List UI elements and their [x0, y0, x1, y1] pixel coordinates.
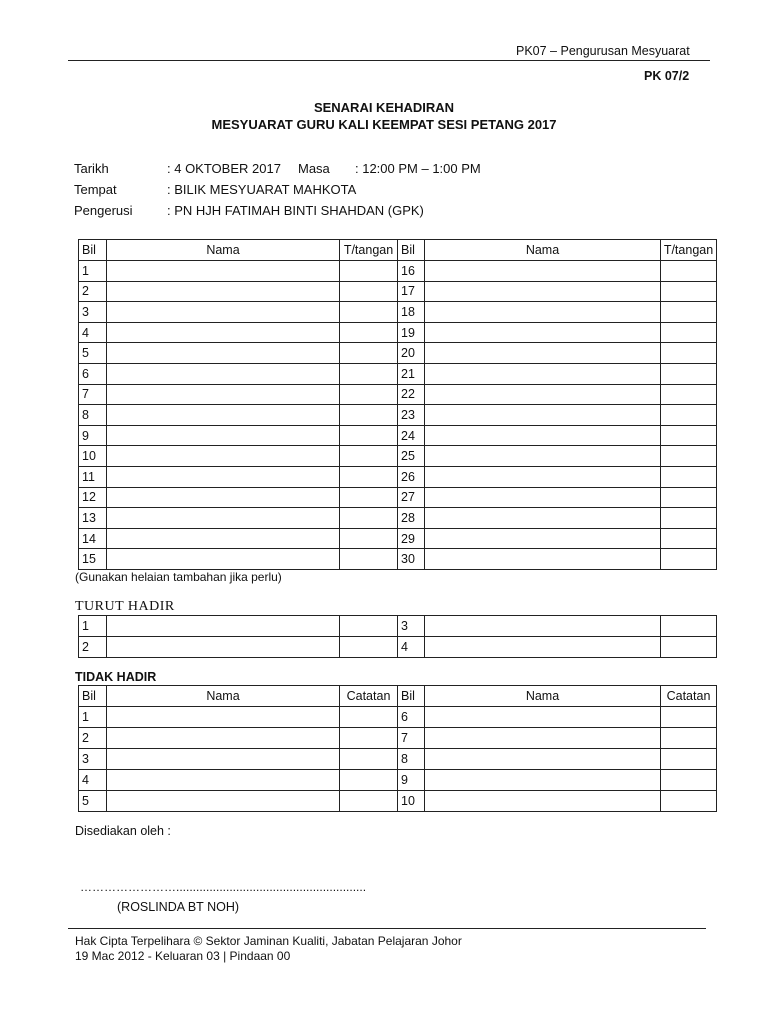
nama-header: Nama: [107, 240, 340, 261]
name-cell[interactable]: [107, 637, 340, 658]
name-cell[interactable]: [107, 343, 340, 364]
signature-cell[interactable]: [661, 616, 717, 637]
signature-cell[interactable]: [661, 528, 717, 549]
row-number: 1: [79, 707, 107, 728]
row-number: 7: [79, 384, 107, 405]
row-number: 3: [79, 302, 107, 323]
name-cell[interactable]: [425, 466, 661, 487]
footer-rule: [68, 928, 706, 929]
row-number: 4: [79, 770, 107, 791]
table-row: [79, 281, 717, 302]
nama-header: Nama: [425, 240, 661, 261]
table-row: [79, 466, 717, 487]
tarikh-label: Tarikh: [74, 161, 109, 176]
table-row: [79, 508, 717, 529]
signature-cell[interactable]: [661, 261, 717, 282]
turut-hadir-title: TURUT HADIR: [75, 599, 175, 614]
table-row: [79, 616, 717, 637]
signature-header: Catatan: [661, 686, 717, 707]
tidak-hadir-title: TIDAK HADIR: [75, 670, 157, 684]
signature-cell[interactable]: [661, 466, 717, 487]
table-row: [79, 405, 717, 426]
signature-cell[interactable]: [340, 466, 398, 487]
row-number: 15: [79, 549, 107, 570]
name-cell[interactable]: [425, 281, 661, 302]
signature-cell[interactable]: [661, 770, 717, 791]
table-row: [79, 384, 717, 405]
name-cell[interactable]: [425, 770, 661, 791]
name-cell[interactable]: [425, 425, 661, 446]
name-cell[interactable]: [107, 405, 340, 426]
name-cell[interactable]: [107, 770, 340, 791]
row-number: 8: [79, 405, 107, 426]
name-cell[interactable]: [425, 343, 661, 364]
table-row: [79, 749, 717, 770]
row-number: 19: [398, 322, 425, 343]
table-row: [79, 770, 717, 791]
row-number: 16: [398, 261, 425, 282]
signature-cell[interactable]: [340, 363, 398, 384]
row-number: 23: [398, 405, 425, 426]
tarikh-value: : 4 OKTOBER 2017: [167, 161, 281, 176]
name-cell[interactable]: [107, 728, 340, 749]
name-cell[interactable]: [425, 384, 661, 405]
row-number: 5: [79, 343, 107, 364]
row-number: 10: [398, 791, 425, 812]
release-info: 19 Mac 2012 - Keluaran 03 | Pindaan 00: [75, 949, 291, 963]
row-number: 28: [398, 508, 425, 529]
signature-cell[interactable]: [340, 637, 398, 658]
row-number: 21: [398, 363, 425, 384]
table-row: [79, 487, 717, 508]
signature-cell[interactable]: [340, 405, 398, 426]
signature-cell[interactable]: [661, 322, 717, 343]
row-number: 5: [79, 791, 107, 812]
signature-cell[interactable]: [340, 549, 398, 570]
name-cell[interactable]: [107, 363, 340, 384]
signature-cell[interactable]: [661, 281, 717, 302]
row-number: 14: [79, 528, 107, 549]
table-row: [79, 728, 717, 749]
signature-cell[interactable]: [661, 637, 717, 658]
signature-cell[interactable]: [661, 425, 717, 446]
tempat-label: Tempat: [74, 182, 117, 197]
bil-header: Bil: [79, 240, 107, 261]
attendance-table: [78, 239, 717, 570]
name-cell[interactable]: [425, 363, 661, 384]
header-row: [79, 240, 717, 261]
signature-cell[interactable]: [661, 549, 717, 570]
signature-cell[interactable]: [340, 728, 398, 749]
row-number: 3: [398, 616, 425, 637]
row-number: 27: [398, 487, 425, 508]
name-cell[interactable]: [107, 302, 340, 323]
name-cell[interactable]: [107, 791, 340, 812]
name-cell[interactable]: [107, 508, 340, 529]
signature-cell[interactable]: [661, 791, 717, 812]
name-cell[interactable]: [425, 528, 661, 549]
signature-cell[interactable]: [340, 281, 398, 302]
name-cell[interactable]: [425, 749, 661, 770]
signature-header: T/tangan: [661, 240, 717, 261]
signature-cell[interactable]: [661, 302, 717, 323]
name-cell[interactable]: [425, 487, 661, 508]
table-row: [79, 707, 717, 728]
row-number: 1: [79, 261, 107, 282]
table-row: [79, 791, 717, 812]
row-number: 9: [398, 770, 425, 791]
row-number: 25: [398, 446, 425, 467]
name-cell[interactable]: [107, 749, 340, 770]
name-cell[interactable]: [425, 446, 661, 467]
row-number: 4: [398, 637, 425, 658]
signature-cell[interactable]: [340, 302, 398, 323]
table-row: [79, 363, 717, 384]
masa-label: Masa: [298, 161, 330, 176]
signature-cell[interactable]: [340, 791, 398, 812]
row-number: 11: [79, 466, 107, 487]
turut-hadir-table: [78, 615, 717, 658]
table-row: [79, 637, 717, 658]
signature-header: T/tangan: [340, 240, 398, 261]
row-number: 2: [79, 728, 107, 749]
table-row: [79, 549, 717, 570]
bil-header: Bil: [79, 686, 107, 707]
name-cell[interactable]: [425, 728, 661, 749]
tidak-hadir-table: [78, 685, 717, 812]
nama-header: Nama: [107, 686, 340, 707]
signature-cell[interactable]: [661, 446, 717, 467]
nama-header: Nama: [425, 686, 661, 707]
signature-cell[interactable]: [661, 405, 717, 426]
signature-cell[interactable]: [661, 749, 717, 770]
row-number: 22: [398, 384, 425, 405]
row-number: 2: [79, 637, 107, 658]
signature-cell[interactable]: [340, 384, 398, 405]
row-number: 24: [398, 425, 425, 446]
name-cell[interactable]: [107, 466, 340, 487]
pengerusi-value: : PN HJH FATIMAH BINTI SHAHDAN (GPK): [167, 203, 424, 218]
row-number: 26: [398, 466, 425, 487]
name-cell[interactable]: [425, 549, 661, 570]
signature-cell[interactable]: [340, 616, 398, 637]
signature-cell[interactable]: [661, 343, 717, 364]
name-cell[interactable]: [425, 707, 661, 728]
signature-cell[interactable]: [661, 363, 717, 384]
name-cell[interactable]: [425, 261, 661, 282]
signature-cell[interactable]: [661, 487, 717, 508]
extra-sheet-note: (Gunakan helaian tambahan jika perlu): [75, 570, 282, 584]
name-cell[interactable]: [107, 528, 340, 549]
row-number: 18: [398, 302, 425, 323]
signature-cell[interactable]: [661, 384, 717, 405]
row-number: 6: [398, 707, 425, 728]
bil-header: Bil: [398, 686, 425, 707]
row-number: 12: [79, 487, 107, 508]
name-cell[interactable]: [107, 446, 340, 467]
name-cell[interactable]: [107, 322, 340, 343]
document-code: PK07 – Pengurusan Mesyuarat: [516, 44, 690, 58]
name-cell[interactable]: [107, 487, 340, 508]
name-cell[interactable]: [107, 707, 340, 728]
name-cell[interactable]: [107, 384, 340, 405]
signature-cell[interactable]: [340, 770, 398, 791]
signature-cell[interactable]: [340, 425, 398, 446]
name-cell[interactable]: [425, 405, 661, 426]
signature-cell[interactable]: [661, 728, 717, 749]
table-row: [79, 343, 717, 364]
pengerusi-label: Pengerusi: [74, 203, 133, 218]
row-number: 7: [398, 728, 425, 749]
row-number: 13: [79, 508, 107, 529]
name-cell[interactable]: [425, 637, 661, 658]
signature-cell[interactable]: [340, 508, 398, 529]
name-cell[interactable]: [107, 281, 340, 302]
name-cell[interactable]: [425, 508, 661, 529]
signature-cell[interactable]: [340, 749, 398, 770]
copyright-text: Hak Cipta Terpelihara © Sektor Jaminan Kualiti, Jabatan Pelajaran Johor: [75, 934, 462, 948]
title-line-2: MESYUARAT GURU KALI KEEMPAT SESI PETANG 2017: [211, 117, 557, 132]
header-rule: [68, 60, 710, 61]
tempat-value: : BILIK MESYUARAT MAHKOTA: [167, 182, 357, 197]
prepared-by-label: Disediakan oleh :: [75, 824, 171, 838]
name-cell[interactable]: [425, 302, 661, 323]
signature-cell[interactable]: [661, 707, 717, 728]
name-cell[interactable]: [425, 322, 661, 343]
row-number: 17: [398, 281, 425, 302]
name-cell[interactable]: [107, 549, 340, 570]
row-number: 1: [79, 616, 107, 637]
signature-cell[interactable]: [340, 528, 398, 549]
form-code: PK 07/2: [644, 69, 690, 83]
masa-value: : 12:00 PM – 1:00 PM: [355, 161, 481, 176]
name-cell[interactable]: [107, 616, 340, 637]
row-number: 30: [398, 549, 425, 570]
name-cell[interactable]: [107, 261, 340, 282]
bil-header: Bil: [398, 240, 425, 261]
signature-cell[interactable]: [340, 322, 398, 343]
signature-cell[interactable]: [340, 487, 398, 508]
signature-cell[interactable]: [340, 707, 398, 728]
table-row: [79, 302, 717, 323]
signature-line: …………………….........................................................: [80, 880, 367, 894]
row-number: 6: [79, 363, 107, 384]
row-number: 3: [79, 749, 107, 770]
table-row: [79, 322, 717, 343]
row-number: 29: [398, 528, 425, 549]
table-row: [79, 261, 717, 282]
row-number: 8: [398, 749, 425, 770]
table-row: [79, 528, 717, 549]
row-number: 4: [79, 322, 107, 343]
signature-cell[interactable]: [661, 508, 717, 529]
row-number: 9: [79, 425, 107, 446]
title-line-1: SENARAI KEHADIRAN: [313, 100, 455, 115]
row-number: 2: [79, 281, 107, 302]
signature-cell[interactable]: [340, 343, 398, 364]
signature-cell[interactable]: [340, 261, 398, 282]
name-cell[interactable]: [425, 791, 661, 812]
header-row: [79, 686, 717, 707]
name-cell[interactable]: [107, 425, 340, 446]
row-number: 20: [398, 343, 425, 364]
preparer-name: (ROSLINDA BT NOH): [117, 900, 240, 914]
signature-header: Catatan: [340, 686, 398, 707]
table-row: [79, 446, 717, 467]
row-number: 10: [79, 446, 107, 467]
name-cell[interactable]: [425, 616, 661, 637]
table-row: [79, 425, 717, 446]
signature-cell[interactable]: [340, 446, 398, 467]
